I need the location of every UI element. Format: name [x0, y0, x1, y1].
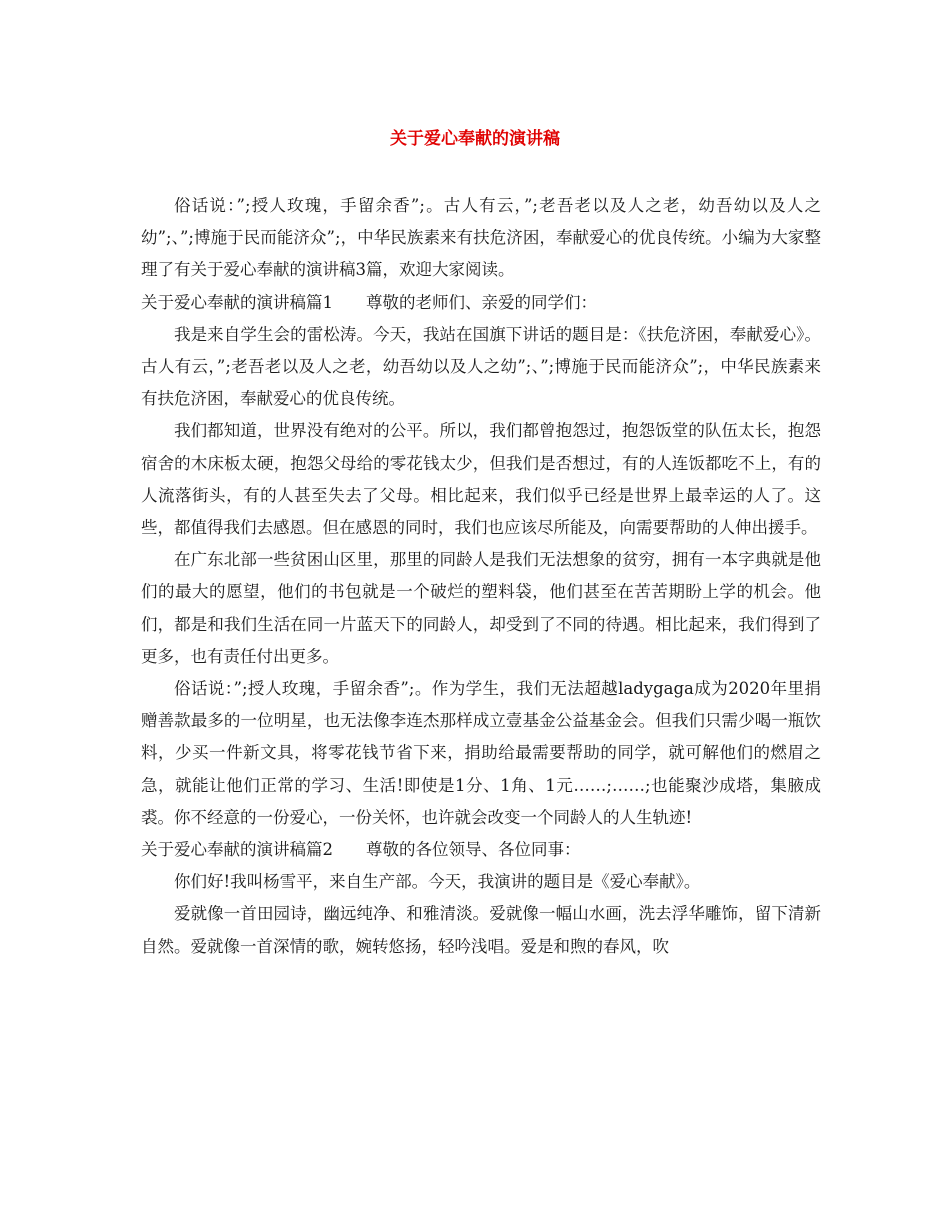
- document-body: [141, 190, 821, 963]
- paragraph: 爱就像一首田园诗，幽远纯净、和雅清淡。爱就像一幅山水画，洗去浮华雕饰，留下清新自然。爱就像一首深情的歌，婉转悠扬，轻吟浅唱。爱是和煦的春风，吹: [141, 904, 821, 956]
- paragraph: 我们都知道，世界没有绝对的公平。所以，我们都曾抱怨过，抱怨饭堂的队伍太长，抱怨宿舍的木床板太硬，抱怨父母给的零花钱太少，但我们是否想过，有的人连饭都吃不上，有的人流落街头，有的人甚至失去了父母。相比起来，我们似乎已经是世界上最幸运的人了。这些，都值得我们去感恩。但在感恩的同时，我们也应该尽所能及，向需要帮助的人伸出援手。: [141, 421, 821, 538]
- paragraph: 俗话说：”;授人玫瑰，手留余香”;。作为学生，我们无法超越ladygaga成为2020年里捐赠善款最多的一位明星，也无法像李连杰那样成立壹基金公益基金会。但我们只需少喝一瓶饮料，少买一件新文具，将零花钱节省下来，捐助给最需要帮助的同学，就可解他们的燃眉之急，就能让他们正常的学习、生活!即使是1分、1角、1元……;……;也能聚沙成塔，集腋成裘。你不经意的一份爱心，一份关怀，也许就会改变一个同龄人的人生轨迹!: [141, 679, 821, 827]
- paragraph: 我是来自学生会的雷松涛。今天，我站在国旗下讲话的题目是：《扶危济困，奉献爱心》。古人有云，”;老吾老以及人之老，幼吾幼以及人之幼”;、”;博施于民而能济众”;，中华民族素来有扶危济困，奉献爱心的优良传统。: [141, 324, 821, 409]
- paragraph: 在广东北部一些贫困山区里，那里的同龄人是我们无法想象的贫穷，拥有一本字典就是他们的最大的愿望，他们的书包就是一个破烂的塑料袋，他们甚至在苦苦期盼上学的机会。他们，都是和我们生活在同一片蓝天下的同龄人，却受到了不同的待遇。相比起来，我们得到了更多，也有责任付出更多。: [141, 550, 821, 666]
- paragraph: 俗话说：”;授人玫瑰，手留余香”;。古人有云，”;老吾老以及人之老，幼吾幼以及人之幼”;、”;博施于民而能济众”;，中华民族素来有扶危济困，奉献爱心的优良传统。小编为大家整理了有关于爱心奉献的演讲稿3篇，欢迎大家阅读。: [141, 196, 821, 280]
- paragraph: 你们好!我叫杨雪平，来自生产部。今天，我演讲的题目是《爱心奉献》。: [174, 872, 701, 892]
- section-heading: 关于爱心奉献的演讲稿篇2 尊敬的各位领导、各位同事：: [141, 840, 581, 860]
- section-heading: 关于爱心奉献的演讲稿篇1 尊敬的老师们、亲爱的同学们：: [141, 292, 597, 312]
- document-title: 关于爱心奉献的演讲稿: [390, 129, 560, 149]
